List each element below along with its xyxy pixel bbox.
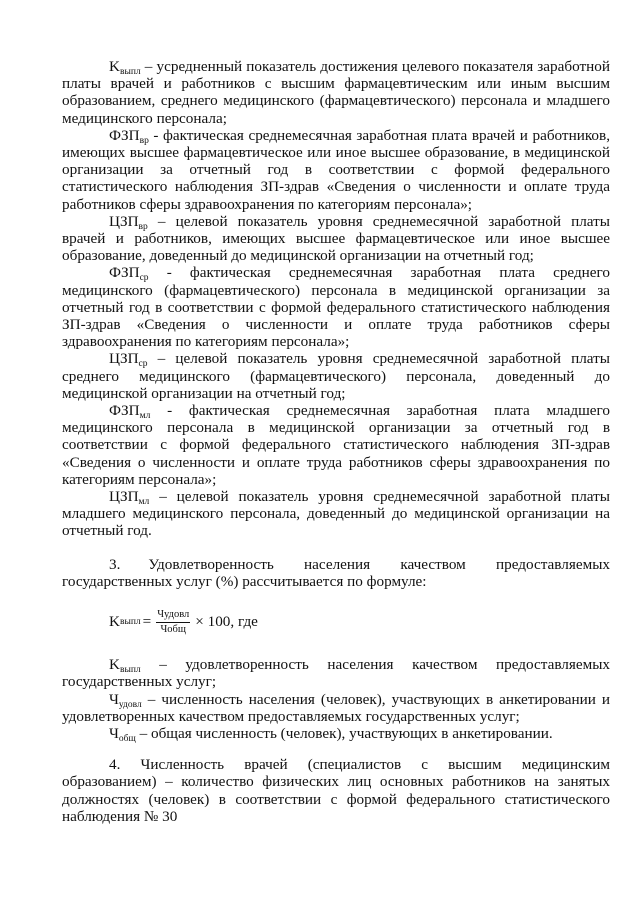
symbol: ЦЗП bbox=[109, 488, 139, 506]
spacer bbox=[62, 590, 610, 603]
paragraph-fzp-vr bbox=[62, 127, 610, 213]
spacer bbox=[62, 742, 610, 756]
paragraph-fzp-ml bbox=[62, 402, 610, 488]
spacer bbox=[62, 540, 610, 556]
symbol: Ч bbox=[109, 690, 119, 708]
paragraph-text: - фактическая среднемесячная заработная плата младшего медицинского персонала в медицинской организации за отчетный год в соответствии с формой федерального статистического наблюдения ЗП-здрав «Сведения о численности и оплате труда работников сферы здравоохранения по категориям персонала»; bbox=[62, 402, 610, 488]
document-body bbox=[62, 58, 610, 825]
formula-lhs-symbol: K bbox=[109, 613, 120, 631]
symbol: Ч bbox=[109, 724, 119, 742]
fraction-numerator: Чудовл bbox=[157, 608, 190, 620]
subscript: выпл bbox=[119, 67, 141, 77]
item-3 bbox=[62, 556, 610, 590]
symbol: ЦЗП bbox=[109, 212, 139, 230]
fraction-denominator: Чобщ bbox=[160, 623, 186, 635]
paragraph-text: – целевой показатель уровня среднемесячной заработной платы младшего медицинского персонала, доведенный до медицинской организации на отчетный год. bbox=[62, 488, 610, 540]
formula-equals: = bbox=[142, 613, 152, 631]
definition-kvypl bbox=[62, 656, 610, 690]
subscript: ср bbox=[139, 273, 149, 284]
symbol: ЦЗП bbox=[109, 350, 139, 368]
item-4 bbox=[62, 756, 610, 825]
subscript: вр bbox=[138, 221, 148, 232]
paragraph-text: – усредненный показатель достижения целевого показателя заработной платы врачей и работников с высшим фармацевтическим или иным высшим образованием, среднего медицинского (фармацевтического) персонала и младшего медицинского персонала; bbox=[62, 58, 610, 127]
paragraph-text: – целевой показатель уровня среднемесячной заработной платы врачей и работников, имеющих высшее фармацевтическое или иное высшее образование, доведенный до медицинской организации на отчетный год; bbox=[62, 212, 610, 265]
paragraph-text: – целевой показатель уровня среднемесячной заработной платы среднего медицинского (фармацевтического) персонала, доведенный до медицинской организации на отчетный год; bbox=[62, 350, 610, 402]
paragraph-czp-vr bbox=[62, 213, 610, 265]
paragraph-kvypl bbox=[62, 58, 610, 127]
symbol: K bbox=[109, 656, 120, 674]
subscript: вр bbox=[139, 135, 149, 146]
subscript: мл bbox=[139, 411, 151, 422]
symbol: ФЗП bbox=[109, 126, 140, 144]
definition-text: – общая численность (человек), участвующих в анкетировании. bbox=[135, 724, 553, 742]
formula: K выпл = $\frac{\text{Чудовл}}{\text{Чобщ}}$ × 100, где bbox=[109, 608, 258, 635]
definition-text: – удовлетворенность населения качеством предоставляемых государственных услуг; bbox=[62, 656, 610, 691]
definition-text: – численность населения (человек), участвующих в анкетировании и удовлетворенных качеством предоставляемых государственных услуг; bbox=[62, 690, 610, 725]
paragraph-text: - фактическая среднемесячная заработная плата среднего медицинского (фармацевтического) персонала в медицинской организации за отчетный год в соответствии с формой федерального статистического наблюдения ЗП-здрав «Сведения о численности и оплате труда работников сферы здравоохранения по категориям персонала»; bbox=[62, 264, 610, 351]
subscript: ср bbox=[138, 359, 148, 370]
paragraph-text: - фактическая среднемесячная заработная плата врачей и работников, имеющих высшее фармацевтическое или иное высшее образование, в медицинской организации за отчетный год в соответствии с формой федерального статистического наблюдения ЗП-здрав «Сведения о численности и оплате труда работников сферы здравоохранения по категориям персонала»; bbox=[62, 126, 610, 213]
symbol: ФЗП bbox=[109, 264, 140, 282]
spacer bbox=[62, 641, 610, 656]
item-text: Удовлетворенность населения качеством предоставляемых государственных услуг (%) рассчитывается по формуле: bbox=[62, 555, 610, 590]
definition-chobshch bbox=[62, 725, 610, 742]
item-text: 4. Численность врачей (специалистов с высшим медицинским образованием) – количество физических лиц основных работников на занятых должностях (человек) в соответствии с формой федерального статистического наблюдения № 30 bbox=[62, 756, 610, 825]
item-number: 3. bbox=[109, 555, 121, 573]
formula-fraction bbox=[156, 609, 190, 636]
subscript: выпл bbox=[119, 665, 141, 676]
paragraph-fzp-sr bbox=[62, 264, 610, 350]
definition-chudovl bbox=[62, 691, 610, 725]
fraction-bar bbox=[156, 622, 190, 623]
subscript: удовл bbox=[118, 699, 142, 710]
symbol: ФЗП bbox=[109, 402, 140, 420]
formula-tail: × 100, где bbox=[195, 613, 258, 631]
paragraph-czp-ml bbox=[62, 488, 610, 540]
symbol: K bbox=[109, 58, 120, 75]
subscript: мл bbox=[138, 497, 150, 508]
paragraph-czp-sr bbox=[62, 350, 610, 402]
subscript: общ bbox=[118, 733, 136, 744]
